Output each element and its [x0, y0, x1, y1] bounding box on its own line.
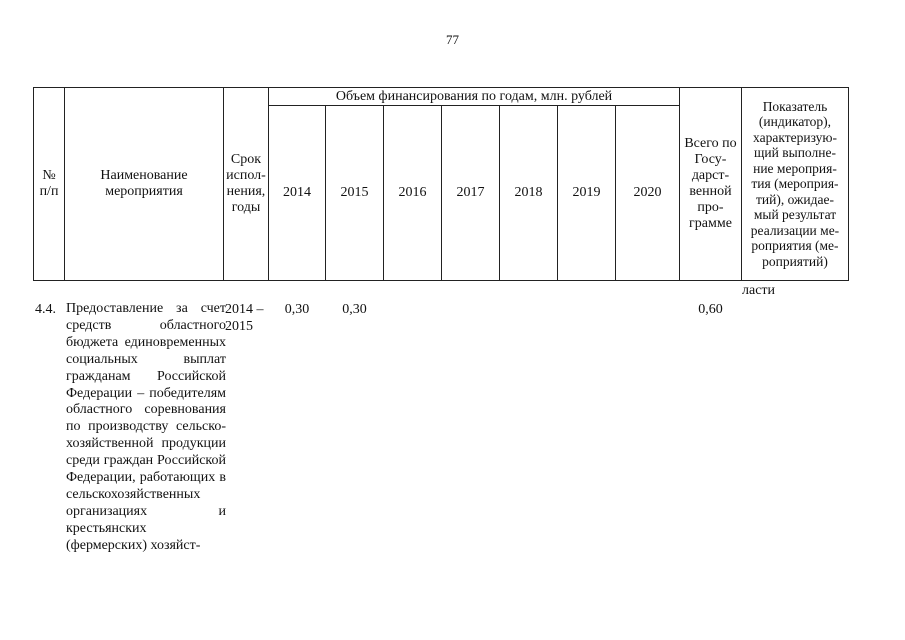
header-year-2014: 2014	[268, 105, 326, 281]
row-total: 0,60	[698, 302, 723, 317]
header-name: Наименование мероприятия	[64, 87, 224, 281]
header-funding-group: Объем финансирования по годам, млн. рублей	[268, 87, 680, 106]
row-value-2015: 0,30	[342, 302, 367, 317]
row-indicator-continued: ласти	[742, 283, 776, 298]
header-year-2019: 2019	[557, 105, 616, 281]
row-num: 4.4.	[35, 302, 56, 317]
header-year-2016: 2016	[383, 105, 442, 281]
page-number: 77	[446, 32, 459, 47]
header-year-2018: 2018	[499, 105, 558, 281]
header-term: Срок испол- нения, годы	[223, 87, 269, 281]
row-value-2014: 0,30	[284, 302, 310, 317]
row-term: 2014 – 2015	[225, 302, 264, 334]
header-year-2017: 2017	[441, 105, 500, 281]
header-total: Всего по Госу- дарст- венной про- грамме	[679, 87, 742, 281]
header-year-2020: 2020	[615, 105, 680, 281]
header-num: № п/п	[33, 87, 65, 281]
row-activity-name: Предоставление за счет средств областного бюджета единовременных социальных выплат гражданам Российской Федерации – победителям областного соревнования по производству сельскохозяйственной продукции среди граждан Российской Федерации, работающих в сельскохозяйственных организациях и крестьянских (фермерских) хозяйст-	[66, 301, 226, 553]
header-indicator: Показатель (индикатор), характеризую- щий выполне- ние мероприя- тия (мероприя- тий), ожидае- мый результат реализации ме- роприятия (ме- роприятий)	[741, 87, 849, 281]
header-year-2015: 2015	[325, 105, 384, 281]
